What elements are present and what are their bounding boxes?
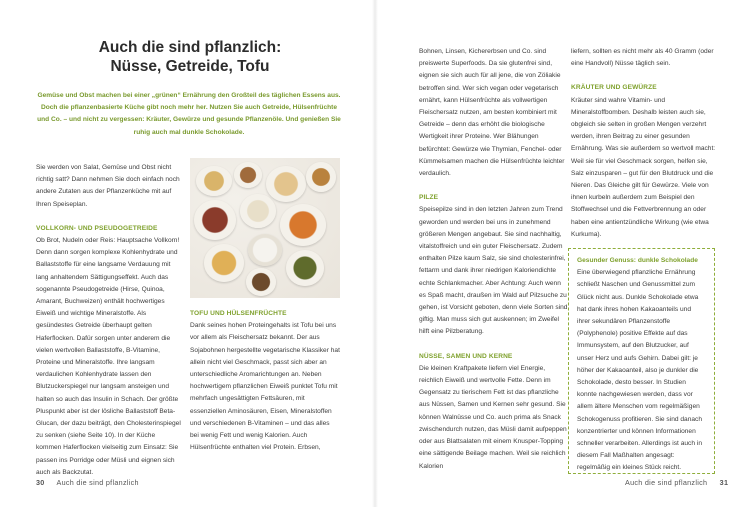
right-column-2 xyxy=(571,46,719,241)
paragraph-nuesse-cont: liefern, sollten es nicht mehr als 40 Gramm (oder eine Handvoll) Nüsse täglich sein. xyxy=(571,48,714,68)
book-gutter xyxy=(372,0,378,507)
chocolate-infobox xyxy=(568,248,715,474)
paragraph-kraeuter: Kräuter sind wahre Vitamin- und Mineralstoffbomben. Deshalb leisten auch sie, obgleich sie selten in großen Mengen verzehrt werden, ihren Beitrag zu einer gesunden Ernährung. Was sie außerdem so wertvoll macht: Weil sie für viel Geschmack sorgen, helfen sie, Salz einzusparen – gut für den Blutdruck und die Nieren. Das Gleiche gilt für Gewürze. Viele von ihnen kurbeln außerdem zum Beispiel den Stoffwechsel und die Fettverbrennung an oder haben eine antientzündliche Wirkung (wie etwa Kurkuma). xyxy=(571,96,716,238)
running-title-right: Auch die sind pflanzlich xyxy=(625,478,708,487)
right-footer xyxy=(625,478,728,487)
title-line-2: Nüsse, Getreide, Tofu xyxy=(110,58,270,75)
infobox-text: Eine überwiegend pflanzliche Ernährung schließt Naschen und Genussmittel zum Glück nicht aus. Dunkle Schokolade etwa hat dank ihres hohen Kakaoanteils und ihrer sekundären Pflanzenstoffe (Polyphenole) positive Effekte auf das Immunsystem, auf den Blutzucker, auf unser Herz und aufs Gehirn. Dabei gilt: je höher der Kakaoanteil, also je dunkler die Schokolade, desto besser. In Studien konnte nachgewiesen werden, dass vor allem ältere Menschen vom regelmäßigen Schokogenuss profitieren. Sie sind danach konzentrierter und können Informationen schneller verarbeiten. Allerdings ist auch in diesem Fall Maßhalten angesagt: regelmäßig ein kleines Stück reicht. xyxy=(577,269,702,472)
infobox-title: Gesunder Genuss: dunkle Schokolade xyxy=(577,257,698,264)
left-footer xyxy=(36,478,139,487)
legumes-photo-icon xyxy=(190,158,340,298)
paragraph-nuesse: Die kleinen Kraftpakete liefern viel Energie, reichlich Eiweiß und wertvolle Fette. Denn im Gegensatz zu tierischem Fett ist das pflanzliche aus Nüssen, Samen und Kernen sehr gesund. Sie können Walnüsse und Co. auch prima als Snack zwischendurch nutzen, das Müsli damit aufpeppen oder aus Blattsalaten mit einem Knusper-Topping eine sättigende Beilage machen. Weil sie reichlich Kalorien xyxy=(419,364,567,470)
heading-pilze: PILZE xyxy=(419,194,439,202)
left-column xyxy=(36,162,181,479)
paragraph-vollkorn: Ob Brot, Nudeln oder Reis: Hauptsache Vollkorn! Denn dann sorgen komplexe Kohlenhydrate und Ballaststoffe für eine langsame Verdauung mit lang anhaltendem Sättigungseffekt. Auch das sogenannte Pseudogetreide (Hirse, Quinoa, Amarant, Buchweizen) enthält hochwertiges Eiweiß und wichtige Mineralstoffe. Als gesündestes Getreide überhaupt gelten Haferflocken. Dafür sorgen unter anderem die vielen wertvollen Ballaststoffe, B-Vitamine, Proteine und Mineralstoffe. Ihre langsam verdaulichen Kohlenhydrate lassen den Blutzuckerspiegel nur langsam ansteigen und halten so auch das Insulin in Schach. Der größte Pluspunkt aber ist der lösliche Ballaststoff Beta-Glucan, der dazu beiträgt, den Cholesterinspiegel zu senken (siehe Seite 10). In der Küche kommen Haferflocken vielseitig zum Einsatz: Sie passen ins Porridge oder Müsli und eignen sich auch als Backzutat. xyxy=(36,237,181,476)
heading-vollkorn: VOLLKORN- UND PSEUDOGETREIDE xyxy=(36,224,158,232)
title-line-1: Auch die sind pflanzlich: xyxy=(98,39,282,56)
page-number-right: 31 xyxy=(719,478,729,487)
paragraph-tofu: Dank seines hohen Proteingehalts ist Tofu bei uns vor allem als Fleischersatz bekannt. Der aus Sojabohnen hergestellte vegetarische Klassiker hat allein nicht viel Geschmack, passt sich aber an unterschiedliche Aromarichtungen an. Neben hochwertigem pflanzlichen Eiweiß punktet Tofu mit mehrfach ungesättigten Fettsäuren, mit essenziellen Aminosäuren, Eisen, Mineralstoffen und verschiedenen B-Vitaminen – und das alles bei wenig Fett und wenig Kalorien. Auch Hülsenfrüchte enthalten viel Protein. Erbsen, xyxy=(190,322,340,452)
paragraph-pilze: Speisepilze sind in den letzten Jahren zum Trend geworden und werden bei uns in zunehmend größeren Mengen angebaut. Sie sind nachhaltig, vitalstoffreich und ein guter Fleischersatz. Zudem enthalten Pilze kaum Salz, sie sind cholesterinfrei, fettarm und dank ihrer niedrigen Kaloriendichte echte Schlankmacher. Aber Achtung: Auch wenn es Spaß macht, draußen im Wald auf Pilzsuche zu gehen, ist Vorsicht geboten, denn viele Sorten sind giftig. Man muss sich gut auskennen; im Zweifel hilft eine Pilzberatung. xyxy=(419,206,568,336)
page-number-left: 30 xyxy=(36,478,45,487)
right-page xyxy=(375,0,750,507)
right-column-1 xyxy=(419,46,569,473)
running-title-left: Auch die sind pflanzlich xyxy=(56,478,139,487)
page-title xyxy=(60,38,320,76)
intro-paragraph: Sie werden von Salat, Gemüse und Obst nicht richtig satt? Dann nehmen Sie doch einfach noch andere Zutaten aus der Pflanzenküche mit auf Ihren Speiseplan. xyxy=(36,164,180,208)
heading-tofu: TOFU UND HÜLSENFRÜCHTE xyxy=(190,310,287,317)
lead-paragraph: Gemüse und Obst machen bei einer „grünen“ Ernährung den Großteil des täglichen Essens aus. Doch die pflanzenbasierte Küche gibt noch mehr her. Nutzen Sie auch Getreide, Hülsenfrüchte und Co. – und nicht zu vergessen: Kräuter, Gewürze und gesunde Pflanzenöle. Und genießen Sie ruhig auch mal dunkle Schokolade. xyxy=(37,92,341,136)
heading-kraeuter: KRÄUTER UND GEWÜRZE xyxy=(571,84,657,92)
paragraph-huelsen-cont: Bohnen, Linsen, Kichererbsen und Co. sind preiswerte Superfoods. Da sie glutenfrei sind, eignen sie sich auch für all jene, die von Zöliakie betroffen sind. Wer sich vegan oder vegetarisch ernährt, kann Hülsenfrüchte als vollwertigen Fleischersatz nutzen, am besten kombiniert mit Getreide – denn das erhöht die biologische Wertigkeit ihrer Proteine. Wer Blähungen befürchtet: Gewürze wie Thymian, Fenchel- oder Kümmelsamen machen die Hülsenfrüchte leichter verdaulich. xyxy=(419,48,565,178)
middle-column xyxy=(190,308,340,454)
heading-nuesse: NÜSSE, SAMEN UND KERNE xyxy=(419,352,513,360)
